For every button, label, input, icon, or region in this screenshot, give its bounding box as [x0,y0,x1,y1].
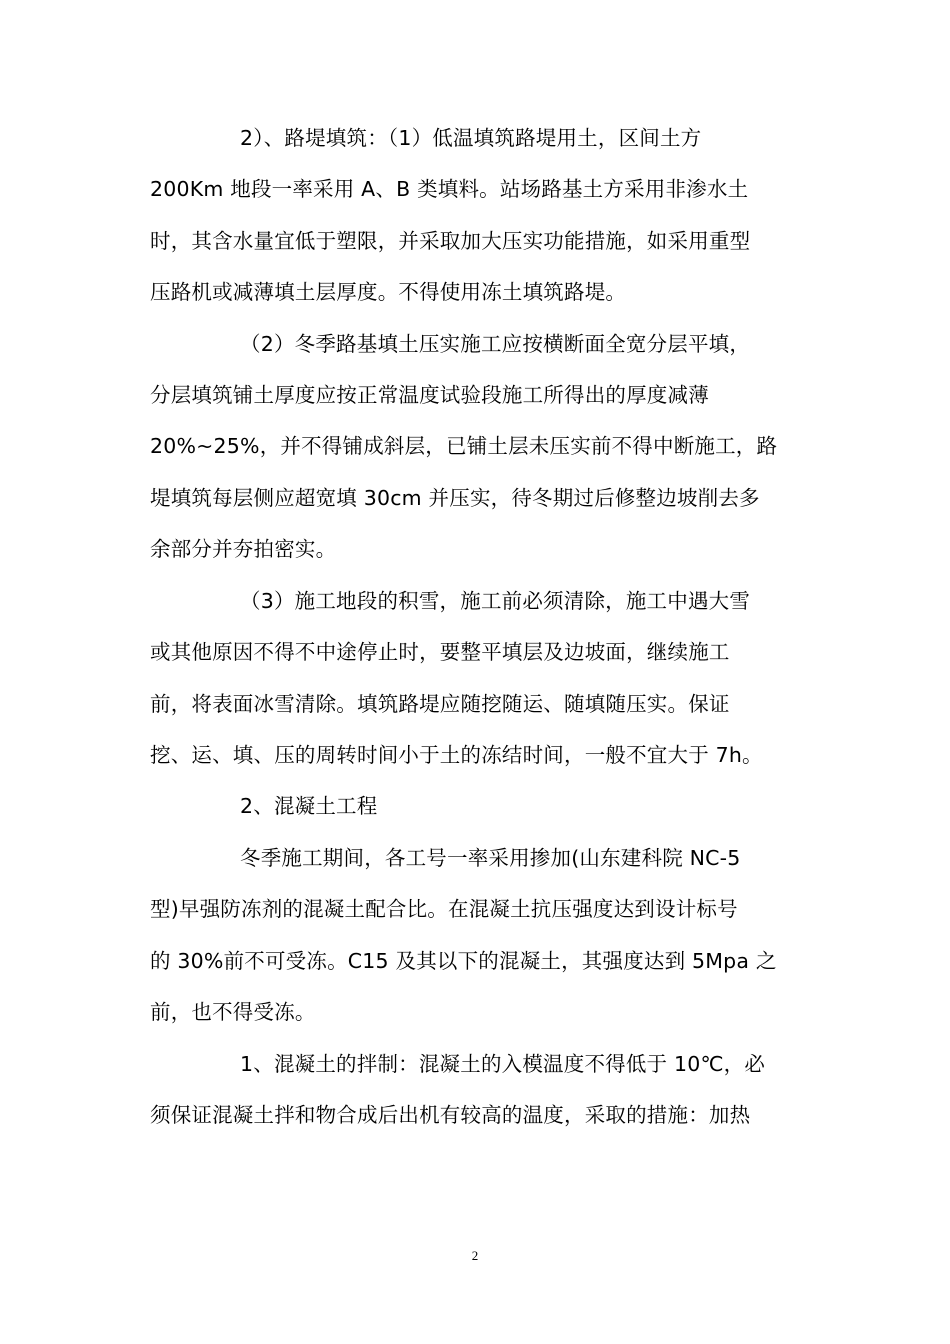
text-line: 200Km 地段一率采用 A、B 类填料。站场路基土方采用非渗水土 [150,177,749,201]
text-line: （2）冬季路基填土压实施工应按横断面全宽分层平填， [240,332,751,356]
text-line: 前，也不得受冻。 [150,1000,316,1024]
text-line: 时，其含水量宜低于塑限，并采取加大压实功能措施，如采用重型 [150,229,751,253]
text-line: 挖、运、填、压的周转时间小于土的冻结时间，一般不宜大于 7h。 [150,743,763,767]
text-line: 余部分并夯拍密实。 [150,537,337,561]
text-line: 1、混凝土的拌制：混凝土的入模温度不得低于 10℃，必 [240,1052,766,1076]
text-line: 2）、路堤填筑：（1）低温填筑路堤用土，区间土方 [240,126,702,150]
text-line: 型)早强防冻剂的混凝土配合比。在混凝土抗压强度达到设计标号 [150,897,738,921]
text-line: （3）施工地段的积雪，施工前必须清除，施工中遇大雪 [240,589,751,613]
text-line: 堤填筑每层侧应超宽填 30cm 并压实，待冬期过后修整边坡削去多 [150,486,760,510]
text-line: 前，将表面冰雪清除。填筑路堤应随挖随运、随填随压实。保证 [150,692,730,716]
section-heading: 2、混凝土工程 [240,794,378,818]
text-line: 压路机或减薄填土层厚度。不得使用冻土填筑路堤。 [150,280,627,304]
text-line: 20%~25%，并不得铺成斜层，已铺土层未压实前不得中断施工，路 [150,434,778,458]
text-line: 须保证混凝土拌和物合成后出机有较高的温度，采取的措施：加热 [150,1103,751,1127]
page-number: 2 [471,1248,479,1263]
text-line: 分层填筑铺土厚度应按正常温度试验段施工所得出的厚度减薄 [150,383,709,407]
text-line: 的 30%前不可受冻。C15 及其以下的混凝土，其强度达到 5Mpa 之 [150,949,777,973]
text-line: 冬季施工期间，各工号一率采用掺加(山东建科院 NC-5 [240,846,741,870]
text-line: 或其他原因不得不中途停止时，要整平填层及边坡面，继续施工 [150,640,730,664]
